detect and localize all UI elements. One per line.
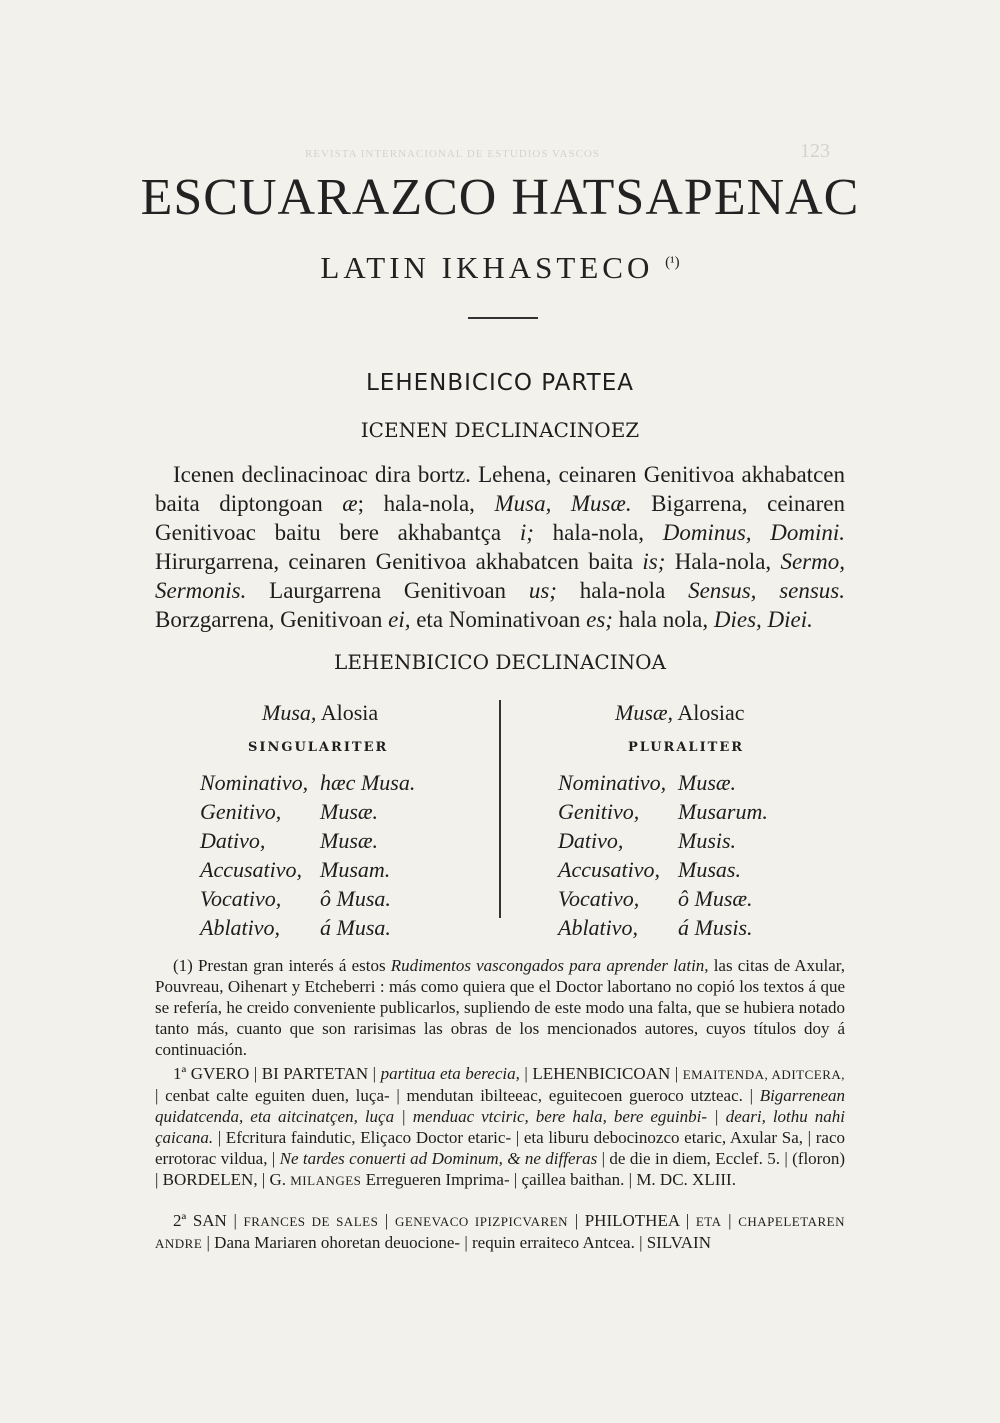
- table-cell: Musæ.: [678, 770, 737, 795]
- table-row: Accusativo,: [558, 857, 661, 882]
- table-cell: ô Musa.: [320, 886, 391, 911]
- table-row: Dativo,: [200, 828, 266, 853]
- singular-meaning: Alosia: [320, 700, 379, 725]
- intro-paragraph: Icenen declinacinoac dira bortz. Lehena, ceinaren Genitivoa akhabatcen baita diptongoan æ; hala-nola, Musa, Musæ. Bigarrena, ceinaren Genitivoac baitu bere akhabantça i; hala-nola, Dominus, Domini. Hirurgarrena, ceinaren Genitivoa akhabatcen baita is; Hala-nola, Sermo, Sermonis. Laurgarrena Genitivoan us; hala-nola Sensus, sensus. Borzgarrena, Genitivoan ei, eta Nominativoan es; hala nola, Dies, Diei.: [155, 462, 845, 632]
- footnote-citation-1: 1ª GVERO | BI PARTETAN | partitua eta berecia, | LEHENBICICOAN | EMAITENDA, ADITCERA, | cenbat calte eguiten duen, luça- | mendutan ibilteeac, eguitecoen gueroco utzteac. | Bigarrenean quidatcenda, eta aitcinatçen, luça | menduac vtciric, bere hala, bere eguinbi- | deari, lothu nahi çaicana. | Efcritura faindutic, Eliçaco Doctor etaric- | eta liburu debocinozco etaric, Axular Sa, | raco errotorac vildua, | Ne tardes conuerti ad Dominum, & ne differas | de die in diem, Ecclef. 5. | (floron) | BORDELEN, | G. MILANGES Erregueren Imprima- | çaillea baithan. | M. DC. XLIII.: [155, 1064, 846, 1189]
- bleed-page-number: 123: [800, 140, 830, 162]
- declension-heading: LEHENBICICO DECLINACINOA: [334, 650, 666, 674]
- table-row: Vocativo,: [558, 886, 640, 911]
- table-cell: ô Musæ.: [678, 886, 753, 911]
- table-cell: Musas.: [678, 857, 741, 882]
- part-heading: LEHENBICICO PARTEA: [365, 370, 634, 396]
- singular-column-head: [262, 700, 378, 726]
- table-row: Dativo,: [558, 828, 624, 853]
- table-cell: á Musa.: [320, 915, 391, 940]
- footnote-paragraph: (1) Prestan gran interés á estos Rudimentos vascongados para aprender latin, las citas de Axular, Pouvreau, Oihenart y Etcheberri : más como quiera que el Doctor labortano no copió los textos á que se refería, he creido conveniente publicarlos, supliendo de este modo una falta, que se hubiera notado tanto más, cuanto que son rarisimas las obras de los mencionados autores, cuyos títulos doy á continuación.: [155, 956, 846, 1059]
- table-cell: Musis.: [678, 828, 737, 853]
- subtitle-text: LATIN IKHASTECO: [320, 250, 654, 285]
- table-cell: hæc Musa.: [320, 770, 416, 795]
- table-row: Accusativo,: [200, 857, 303, 882]
- table-row: Nominativo,: [558, 770, 667, 795]
- table-row: Vocativo,: [200, 886, 282, 911]
- column-divider: [499, 700, 501, 918]
- page-title: ESCUARAZCO HATSAPENAC: [140, 169, 860, 226]
- table-cell: Musæ.: [320, 828, 379, 853]
- bleed-running-head: REVISTA INTERNACIONAL DE ESTUDIOS VASCOS: [305, 148, 600, 160]
- table-row: Genitivo,: [558, 799, 640, 824]
- plural-word: Musæ,: [615, 700, 674, 725]
- plural-meaning: Alosiac: [677, 700, 745, 725]
- table-cell: á Musis.: [678, 915, 753, 940]
- singular-word: Musa,: [262, 700, 317, 725]
- title-divider: [468, 317, 538, 319]
- table-cell: Musam.: [320, 857, 391, 882]
- table-cell: Musarum.: [678, 799, 768, 824]
- plural-label: PLURALITER: [628, 740, 745, 755]
- table-row: Ablativo,: [558, 915, 639, 940]
- table-row: Genitivo,: [200, 799, 282, 824]
- table-row: Ablativo,: [200, 915, 281, 940]
- table-cell: Musæ.: [320, 799, 379, 824]
- subsection-heading: ICENEN DECLINACINOEZ: [360, 418, 640, 442]
- table-row: Nominativo,: [200, 770, 309, 795]
- plural-column-head: [615, 700, 745, 726]
- footnote-citation-2: 2ª SAN | FRANCES DE SALES | GENEVACO IPIZPICVAREN | PHILOTHEA | ETA | CHAPELETAREN ANDRE | Dana Mariaren ohoretan deuocione- | requin erraiteco Antcea. | SILVAIN: [155, 1211, 846, 1252]
- singular-label: SINGULARITER: [248, 740, 389, 755]
- footnote-reference: (¹): [665, 254, 680, 271]
- page-subtitle: [0, 250, 1000, 286]
